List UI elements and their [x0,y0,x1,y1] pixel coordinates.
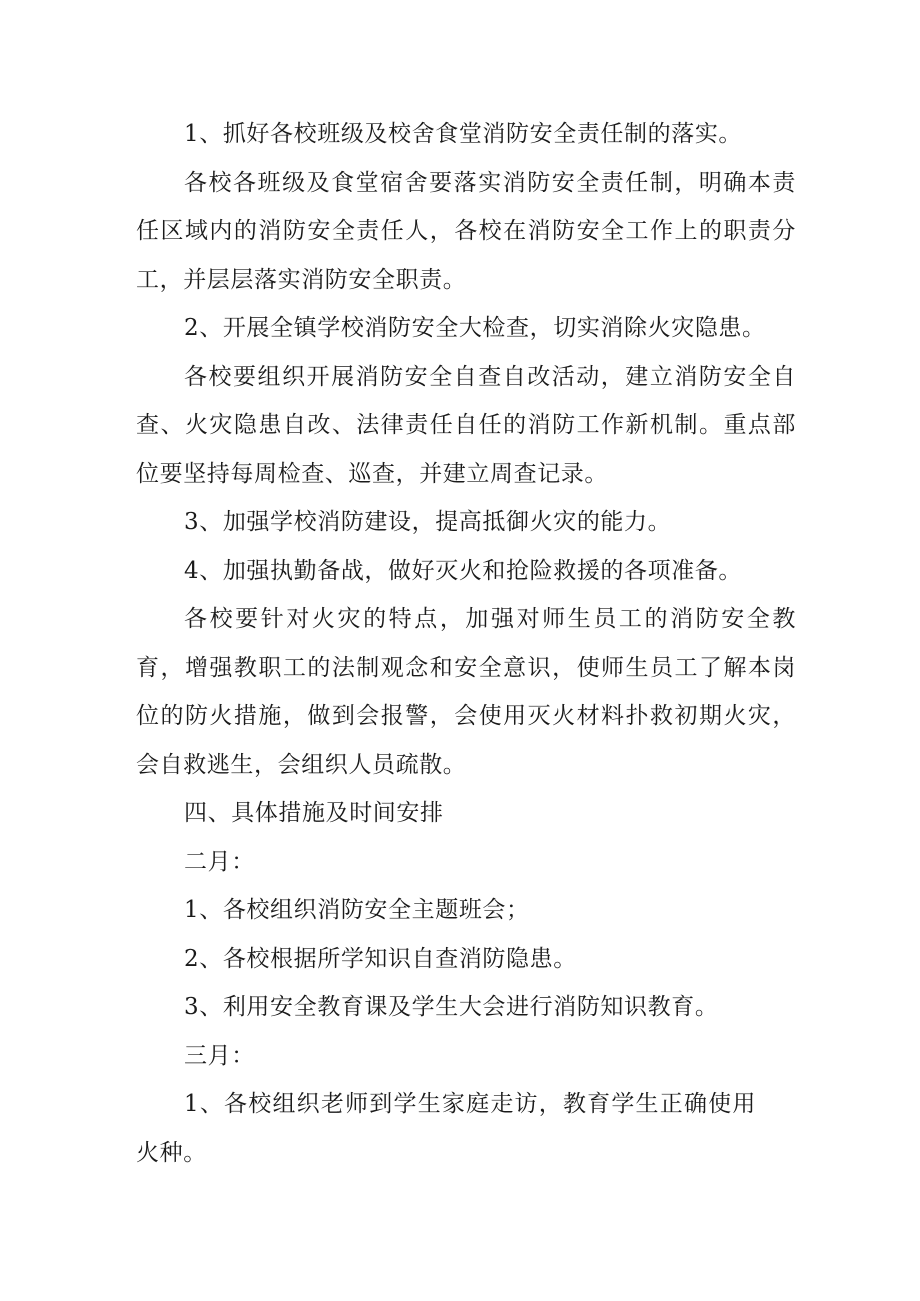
month-heading-march: 三月： [184,1042,255,1069]
paragraph-5: 3、加强学校消防建设，提高抵御火灾的能力。 [184,509,672,535]
paragraph-4: 各校要组织开展消防安全自查自改活动，建立消防安全自查、火灾隐患自改、法律责任自任的消防工作新机制。重点部位要坚持每周检查、巡查，并建立周查记录。 [136,363,796,487]
section-heading-4: 四、具体措施及时间安排 [184,800,444,826]
paragraph-6: 4、加强执勤备战，做好灭火和抢险救援的各项准备。 [184,557,743,584]
month-heading-february: 二月： [184,848,255,875]
paragraph-3: 2、开展全镇学校消防安全大检查，切实消除火灾隐患。 [184,315,766,341]
paragraph-7: 各校要针对火灾的特点，加强对师生员工的消防安全教育，增强教职工的法制观念和安全意识，使师生员工了解本岗位的防火措施，做到会报警，会使用灭火材料扑救初期火灾，会自救逃生，会组织人员疏散。 [136,606,796,778]
document-body [136,110,796,1177]
paragraph-2: 各校各班级及食堂宿舍要落实消防安全责任制，明确本责任区域内的消防安全责任人，各校在消防安全工作上的职责分工，并层层落实消防安全职责。 [136,169,796,293]
february-item-3: 3、利用安全教育课及学生大会进行消防知识教育。 [184,994,719,1020]
february-item-2: 2、各校根据所学知识自查消防隐患。 [184,945,577,972]
paragraph-1: 1、抓好各校班级及校舍食堂消防安全责任制的落实。 [184,121,743,147]
march-item-1: 1、各校组织老师到学生家庭走访，教育学生正确使用火种。 [136,1091,756,1166]
february-item-1: 1、各校组织消防安全主题班会； [184,897,530,923]
